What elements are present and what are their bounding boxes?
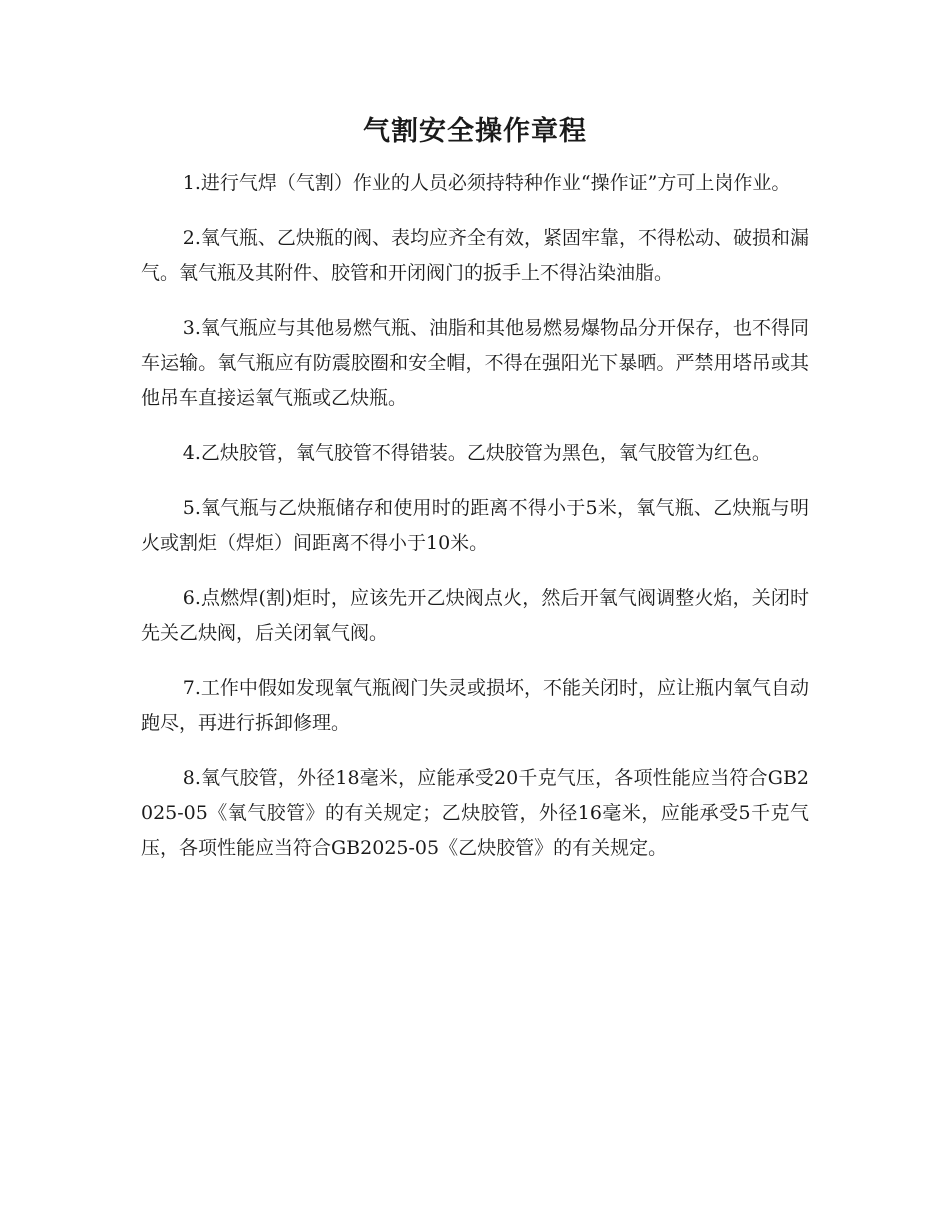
paragraph-2: 2.氧气瓶、乙炔瓶的阀、表均应齐全有效，紧固牢靠，不得松动、破损和漏气。氧气瓶及其附件、胶管和开闭阀门的扳手上不得沾染油脂。 (141, 227, 809, 284)
document-body (141, 166, 809, 886)
paragraph-4: 4.乙炔胶管，氧气胶管不得错装。乙炔胶管为黑色，氧气胶管为红色。 (182, 442, 771, 464)
document-title: 气割安全操作章程 (363, 116, 587, 147)
paragraph-3: 3.氧气瓶应与其他易燃气瓶、油脂和其他易燃易爆物品分开保存，也不得同车运输。氧气瓶应有防震胶圈和安全帽，不得在强阳光下暴晒。严禁用塔吊或其他吊车直接运氧气瓶或乙炔瓶。 (141, 317, 809, 409)
paragraph-7: 7.工作中假如发现氧气瓶阀门失灵或损坏，不能关闭时，应让瓶内氧气自动跑尽，再进行拆卸修理。 (141, 677, 809, 734)
paragraph-1: 1.进行气焊（气割）作业的人员必须持特种作业“操作证”方可上岗作业。 (182, 172, 791, 194)
paragraph-6: 6.点燃焊(割)炬时，应该先开乙炔阀点火，然后开氧气阀调整火焰，关闭时先关乙炔阀，后关闭氧气阀。 (141, 587, 809, 644)
paragraph-5: 5.氧气瓶与乙炔瓶储存和使用时的距离不得小于5米，氧气瓶、乙炔瓶与明火或割炬（焊炬）间距离不得小于10米。 (141, 497, 809, 554)
paragraph-8: 8.氧气胶管，外径18毫米，应能承受20千克气压，各项性能应当符合GB2025-05《氧气胶管》的有关规定；乙炔胶管，外径16毫米，应能承受5千克气压，各项性能应当符合GB2025-05《乙炔胶管》的有关规定。 (141, 767, 809, 859)
